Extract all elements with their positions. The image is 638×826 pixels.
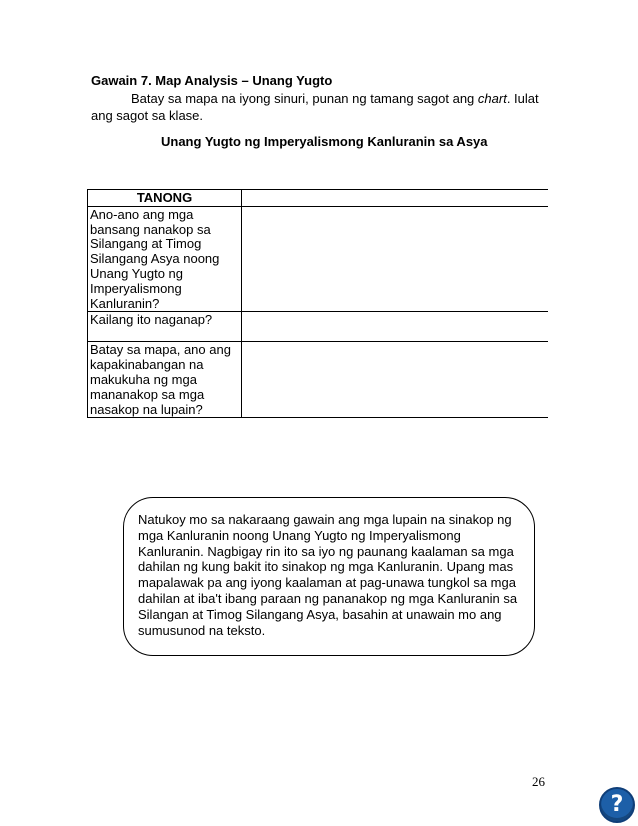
table-header-answer [242, 190, 549, 207]
page-number: 26 [532, 774, 545, 789]
question-table [87, 189, 548, 418]
table-row [88, 312, 549, 342]
table-row [88, 206, 549, 312]
question-cell: Batay sa mapa, ano ang kapakinabangan na makukuha ng mga mananakop sa mga nasakop na lupain? [88, 342, 242, 418]
instructions-tail: ang sagot sa klase. [91, 107, 204, 123]
question-mark-icon: ? [610, 792, 624, 817]
answer-cell[interactable] [242, 342, 549, 418]
instructions-before: Batay sa mapa na iyong sinuri, punan ng tamang sagot ang [131, 91, 478, 106]
help-button[interactable] [599, 787, 635, 823]
table-header-row [88, 190, 549, 207]
chart-title: Unang Yugto ng Imperyalismong Kanluranin sa Asya [161, 134, 488, 149]
question-cell: Kailang ito naganap? [88, 312, 242, 342]
instructions-after: . Iulat [506, 91, 539, 106]
instructions [91, 91, 541, 124]
activity-heading: Gawain 7. Map Analysis – Unang Yugto [91, 73, 333, 88]
question-cell: Ano-ano ang mga bansang nanakop sa Silangang at Timog Silangang Asya noong Unang Yugto ng Imperyalismong Kanluranin? [88, 206, 242, 312]
answer-cell[interactable] [242, 206, 549, 312]
callout-box [123, 497, 535, 656]
callout-text: Natukoy mo sa nakaraang gawain ang mga lupain na sinakop ng mga Kanluranin noong Unang Yugto ng Imperyalismong Kanluranin. Nagbigay rin ito sa iyo ng paunang kaalaman sa mga dahilan ng kung bakit ito sinakop ng mga Kanluranin. Upang mas mapalawak pa ang iyong kaalaman at pag-unawa tungkol sa mga dahilan at iba't ibang paraan ng pananakop ng mga Kanluranin sa Silangan at Timog Silangang Asya, basahin at unawain mo ang sumusunod na teksto. [138, 512, 518, 638]
table-row [88, 342, 549, 418]
answer-cell[interactable] [242, 312, 549, 342]
table-header-question: TANONG [88, 190, 242, 207]
instructions-emphasis: chart [477, 91, 507, 106]
